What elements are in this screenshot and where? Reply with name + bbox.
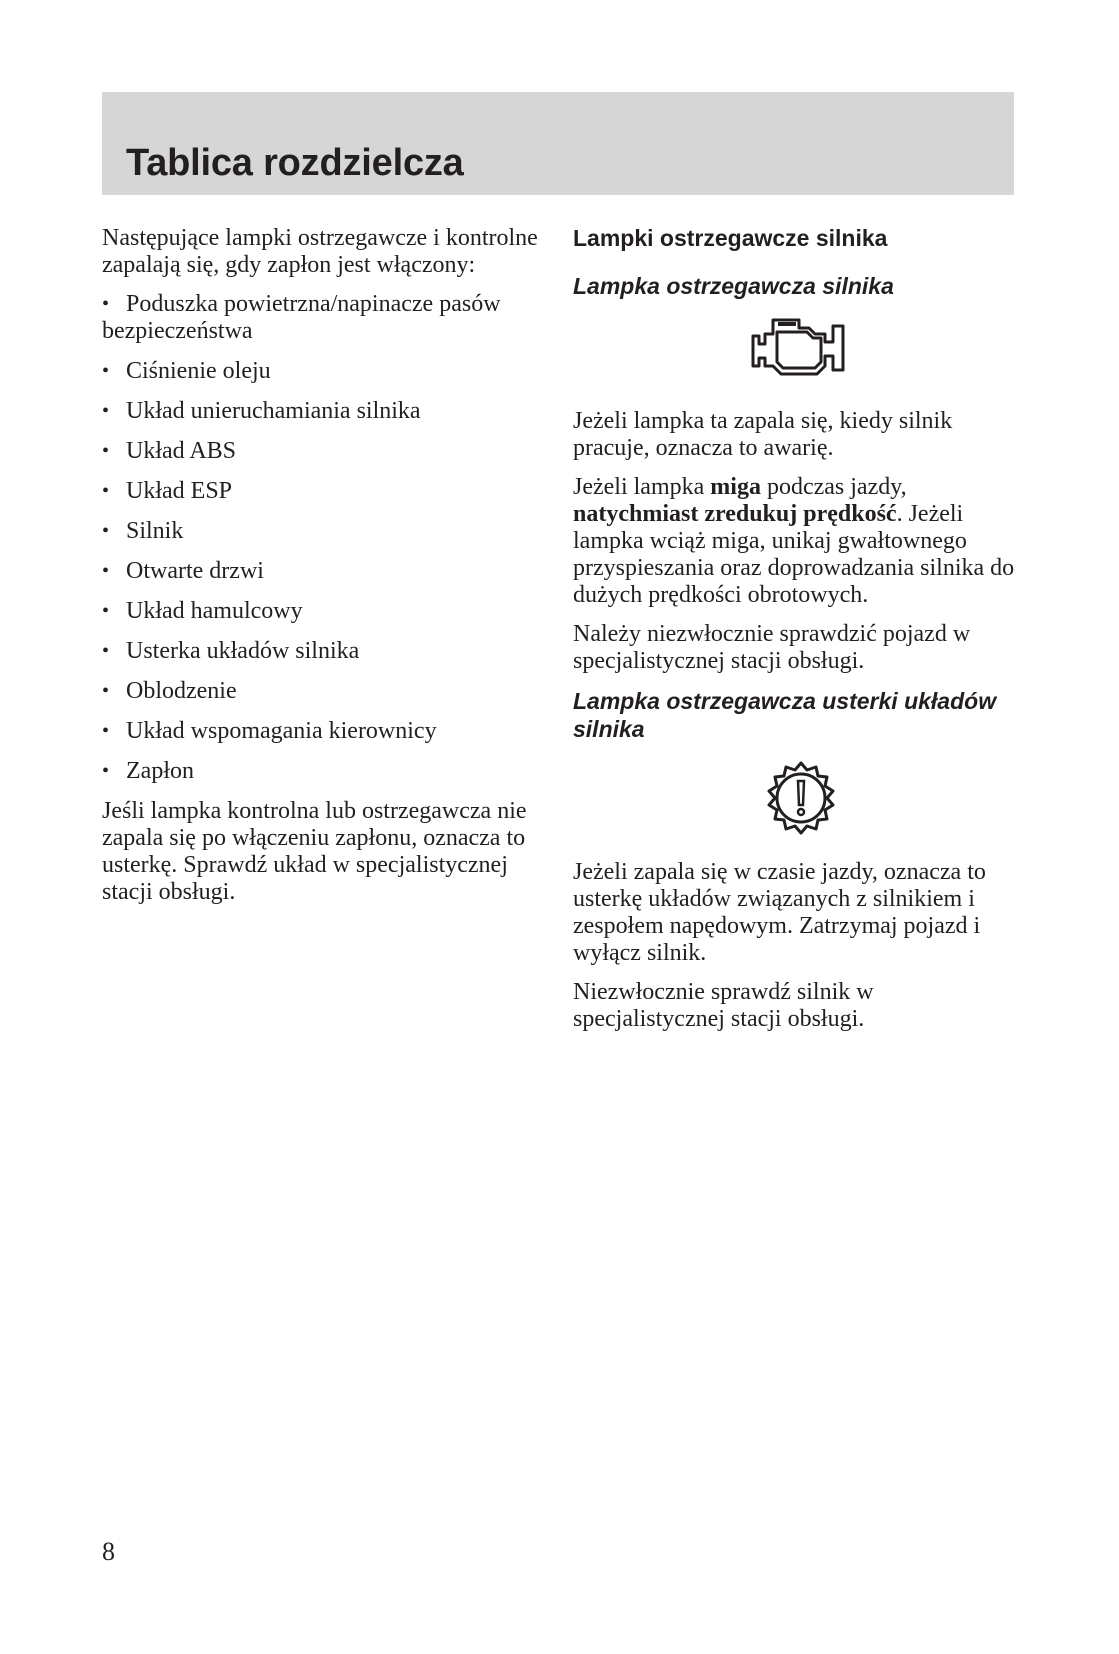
intro-paragraph: Następujące lampki ostrzegawcze i kontrolne zapalają się, gdy zapłon jest włączony: (102, 225, 538, 278)
powertrain-paragraph-1: Jeżeli zapala się w czasie jazdy, oznacza to usterkę układów związanych z silnikiem i zespołem napędowym. Zatrzymaj pojazd i wyłącz silnik. (573, 859, 986, 966)
bullet: • (102, 400, 110, 422)
list-item: • Układ wspomagania kierownicy (102, 718, 437, 744)
list-item: • Układ hamulcowy (102, 598, 303, 624)
bullet: • (102, 680, 110, 702)
emphasis-reduce-speed: natychmiast zredukuj prędkość (573, 501, 897, 527)
engine-paragraph-2: Jeżeli lampka miga podczas jazdy, natychmiast zredukuj prędkość. Jeżeli lampka wciąż miga, unikaj gwałtownego przyspieszania oraz doprowadzania silnika do dużych prędkości obrotowych. (573, 474, 1015, 608)
bullet: • (102, 600, 110, 622)
bullet: • (102, 560, 110, 582)
engine-warning-icon (583, 316, 1018, 380)
section-heading: Lampki ostrzegawcze silnika (573, 225, 888, 251)
lamp-list (102, 291, 547, 785)
outro-paragraph: Jeśli lampka kontrolna lub ostrzegawcza nie zapala się po włączeniu zapłonu, oznacza to usterkę. Sprawdź układ w specjalistycznej stacji obsługi. (102, 798, 527, 905)
bullet: • (102, 760, 110, 782)
powertrain-fault-icon (583, 759, 1018, 839)
engine-paragraph-3: Należy niezwłocznie sprawdzić pojazd w specjalistycznej stacji obsługi. (573, 621, 971, 674)
list-item: • Układ ESP (102, 478, 233, 504)
bullet: • (102, 360, 110, 382)
list-item: • Usterka układów silnika (102, 638, 360, 664)
list-item: • Otwarte drzwi (102, 558, 264, 584)
list-item: • Zapłon (102, 758, 194, 784)
emphasis-flashes: miga (710, 474, 761, 500)
bullet: • (102, 480, 110, 502)
bullet: • (102, 293, 110, 315)
engine-subheading: Lampka ostrzegawcza silnika (573, 273, 894, 299)
powertrain-subheading: Lampka ostrzegawcza usterki układów silnika (573, 688, 997, 742)
bullet: • (102, 440, 110, 462)
right-column (573, 224, 1018, 1045)
list-item: • Silnik (102, 518, 184, 544)
engine-paragraph-1: Jeżeli lampka ta zapala się, kiedy silnik pracuje, oznacza to awarię. (573, 408, 953, 461)
bullet: • (102, 520, 110, 542)
bullet: • (102, 720, 110, 742)
powertrain-paragraph-2: Niezwłocznie sprawdź silnik w specjalistycznej stacji obsługi. (573, 979, 874, 1032)
bullet: • (102, 640, 110, 662)
list-item: • Oblodzenie (102, 678, 237, 704)
list-item: • Układ ABS (102, 438, 237, 464)
page-title: Tablica rozdzielcza (126, 142, 464, 184)
page-number: 8 (102, 1537, 115, 1566)
list-item: • Układ unieruchamiania silnika (102, 398, 421, 424)
list-item: • Poduszka powietrzna/napinacze pasów bezpieczeństwa (102, 291, 501, 344)
left-column (102, 225, 547, 918)
list-item: • Ciśnienie oleju (102, 358, 271, 384)
